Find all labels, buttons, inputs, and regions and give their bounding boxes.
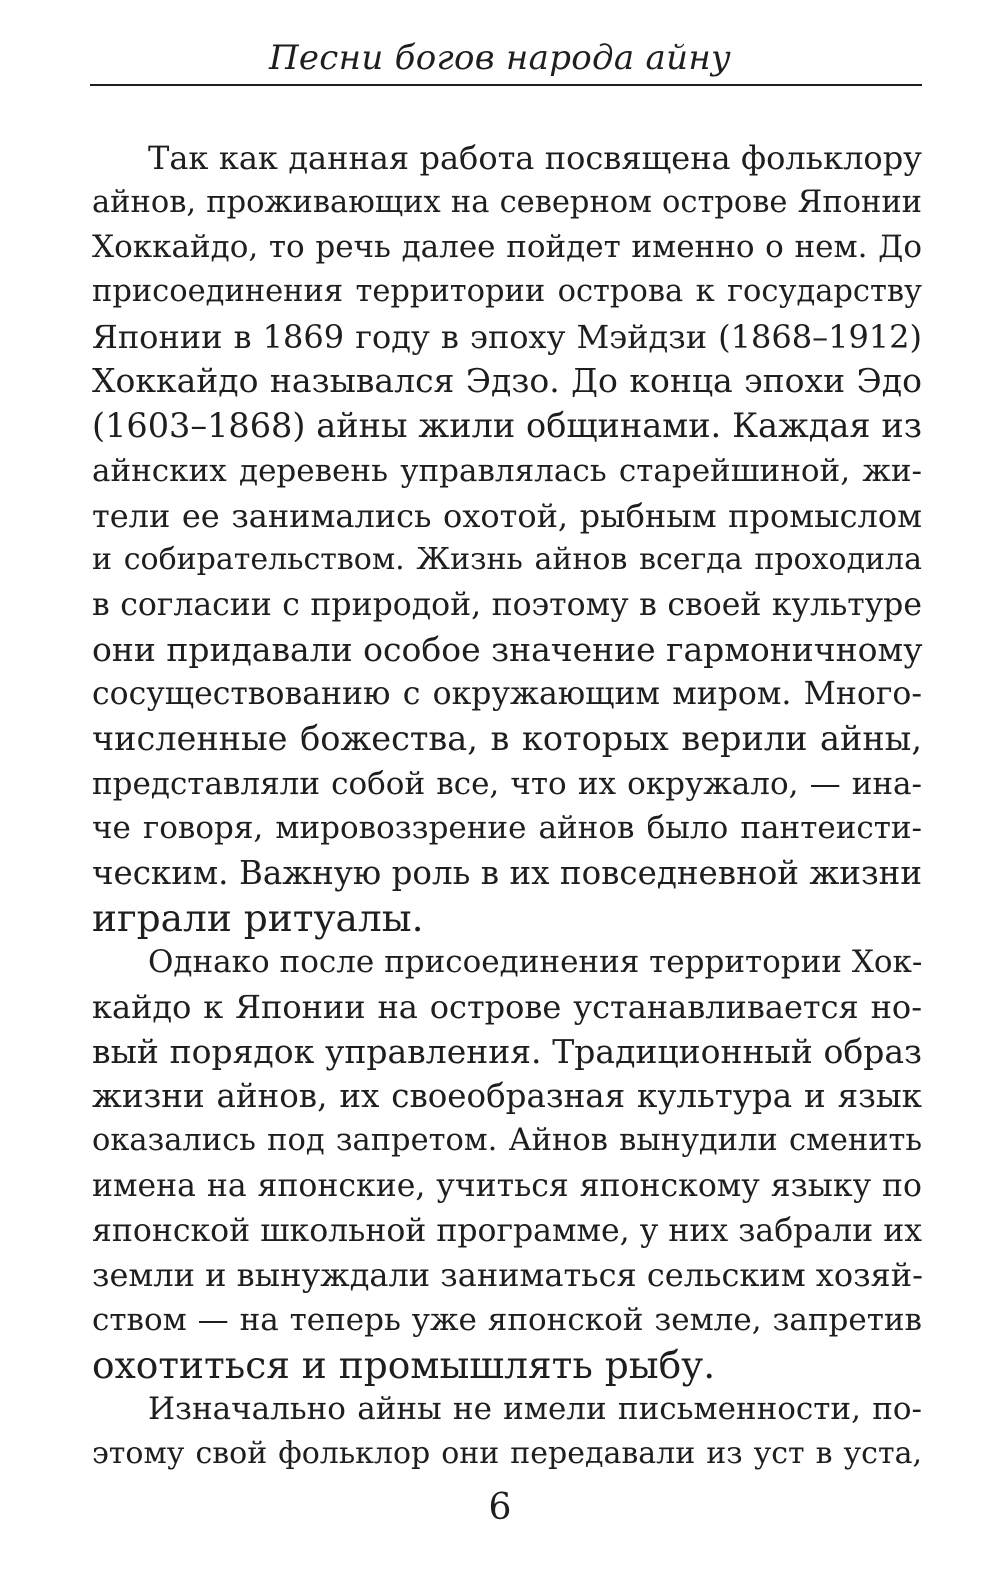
text-line: ческим. Важную роль в их повседневной жизни (92, 854, 922, 892)
text-line: (1603–1868) айны жили общинами. Каждая из (92, 406, 922, 446)
header-rule (90, 84, 922, 86)
running-header: Песни богов народа айну (268, 38, 732, 78)
text-line: представляли собой все, что их окружало, — ина- (92, 765, 922, 802)
text-line: вый порядок управления. Традиционный образ (92, 1031, 922, 1071)
text-line: земли и вынуждали заниматься сельским хозяй- (92, 1256, 923, 1295)
text-line: че говоря, мировоззрение айнов было пантеисти- (92, 810, 922, 847)
text-line: численные божества, в которых верили айны, (92, 718, 922, 758)
text-line: ством — на теперь уже японской земле, запретив (92, 1301, 922, 1338)
text-line: они придавали особое значение гармоничному (92, 629, 923, 669)
text-line: жизни айнов, их своеобразная культура и язык (92, 1077, 922, 1116)
text-line: в согласии с природой, поэтому в своей культуре (92, 586, 922, 623)
text-line: оказались под запретом. Айнов вынудили сменить (92, 1123, 922, 1159)
text-line: сосуществованию с окружающим миром. Много- (92, 676, 922, 713)
text-line: Хоккайдо назывался Эдзо. До конца эпохи Эдо (92, 361, 922, 401)
text-line: Изначально айны не имели письменности, по- (148, 1391, 922, 1428)
text-line: японской школьной программе, у них забрали их (92, 1212, 922, 1249)
text-line: Так как данная работа посвящена фольклору (148, 139, 922, 177)
text-line: и собирательством. Жизнь айнов всегда проходила (92, 542, 922, 578)
text-line: Японии в 1869 году в эпоху Мэйдзи (1868–1912) (92, 317, 922, 356)
text-line: Хоккайдо, то речь далее пойдет именно о нем. До (92, 229, 922, 266)
text-line: охотиться и промышлять рыбу. (92, 1342, 716, 1387)
text-line: присоединения территории острова к государству (92, 274, 922, 310)
text-line: айнских деревень управлялась старейшиной, жи- (92, 452, 922, 489)
body-text (92, 136, 922, 1477)
text-line: айнов, проживающих на северном острове Японии (92, 184, 922, 220)
text-line: тели ее занимались охотой, рыбным промыслом (92, 496, 922, 535)
text-line: имена на японские, учиться японскому языку по (92, 1167, 922, 1204)
text-line: играли ритуалы. (92, 895, 424, 940)
text-line: кайдо к Японии на острове устанавливается но- (92, 988, 922, 1027)
page-number: 6 (488, 1487, 512, 1528)
text-line: Однако после присоединения территории Хок- (148, 944, 923, 981)
text-line: этому свой фольклор они передавали из уст в уста, (92, 1435, 922, 1471)
